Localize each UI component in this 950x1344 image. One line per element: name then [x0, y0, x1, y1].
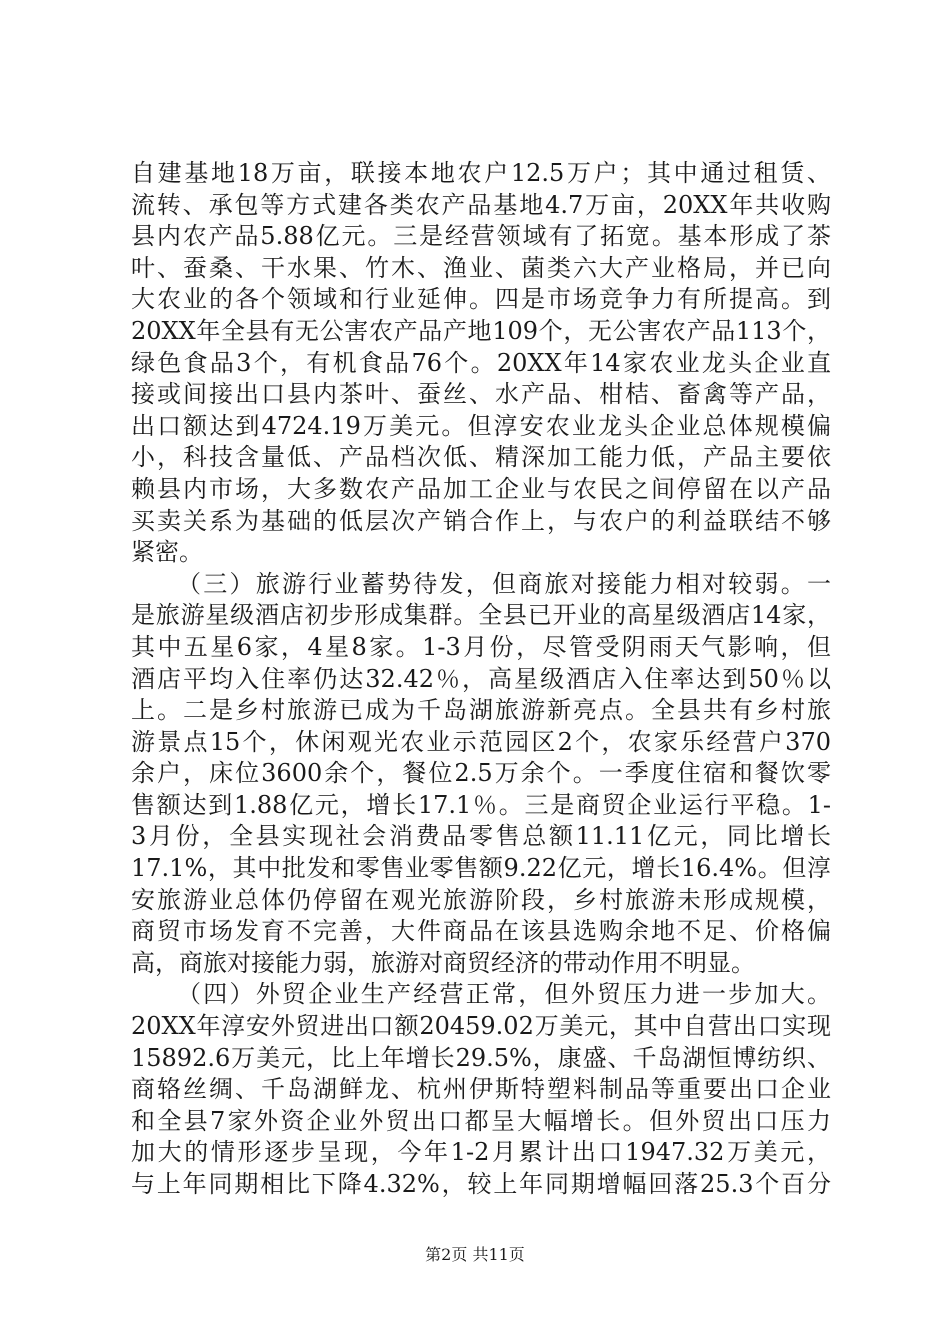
- text-line: 商贸市场发育不完善，大件商品在该县选购余地不足、价格偏: [131, 917, 831, 946]
- text-line: 流转、承包等方式建各类农产品基地4.7万亩，20XX年共收购: [131, 190, 831, 219]
- page-footer: 第2页 共11页: [425, 1245, 525, 1264]
- text-line: 20XX年淳安外贸进出口额20459.02万美元，其中自营出口实现: [131, 1012, 831, 1041]
- text-line: 商辂丝绸、千岛湖鲜龙、杭州伊斯特塑料制品等重要出口企业: [131, 1075, 831, 1104]
- text-line: 买卖关系为基础的低层次产销合作上，与农户的利益联结不够: [131, 506, 831, 535]
- text-line: 高，商旅对接能力弱，旅游对商贸经济的带动作用不明显。: [131, 948, 755, 977]
- text-line: 上。二是乡村旅游已成为千岛湖旅游新亮点。全县共有乡村旅: [131, 696, 831, 725]
- text-line: 和全县7家外资企业外贸出口都呈大幅增长。但外贸出口压力: [131, 1106, 831, 1135]
- text-line: 小，科技含量低、产品档次低、精深加工能力低，产品主要依: [131, 443, 831, 472]
- text-line: （三）旅游行业蓄势待发，但商旅对接能力相对较弱。一: [177, 569, 831, 598]
- text-line: 其中五星6家，4星8家。1-3月份，尽管受阴雨天气影响，但: [131, 632, 831, 661]
- text-line: 安旅游业总体仍停留在观光旅游阶段，乡村旅游未形成规模，: [131, 885, 831, 914]
- text-line: 自建基地18万亩，联接本地农户12.5万户；其中通过租赁、: [131, 159, 831, 187]
- text-line: 绿色食品3个，有机食品76个。20XX年14家农业龙头企业直: [131, 348, 831, 377]
- text-line: 17.1%，其中批发和零售业零售额9.22亿元，增长16.4%。但淳: [131, 854, 831, 883]
- text-line: 3月份，全县实现社会消费品零售总额11.11亿元，同比增长: [131, 822, 831, 851]
- text-line: 赖县内市场，大多数农产品加工企业与农民之间停留在以产品: [131, 474, 831, 503]
- text-line: 接或间接出口县内茶叶、蚕丝、水产品、柑桔、畜禽等产品，: [131, 380, 831, 409]
- text-line: 酒店平均入住率仍达32.42％，高星级酒店入住率达到50％以: [131, 664, 831, 693]
- text-line: 游景点15个，休闲观光农业示范园区2个，农家乐经营户370: [131, 727, 831, 756]
- text-line: 售额达到1.88亿元，增长17.1％。三是商贸企业运行平稳。1-: [131, 790, 831, 819]
- text-line: 叶、蚕桑、干水果、竹木、渔业、菌类六大产业格局，并已向: [131, 253, 831, 282]
- text-line: 15892.6万美元，比上年增长29.5%，康盛、千岛湖恒博纺织、: [131, 1043, 831, 1072]
- text-line: （四）外贸企业生产经营正常，但外贸压力进一步加大。: [177, 980, 831, 1009]
- text-line: 紧密。: [131, 538, 203, 567]
- text-line: 县内农产品5.88亿元。三是经营领域有了拓宽。基本形成了茶: [131, 222, 831, 251]
- text-line: 出口额达到4724.19万美元。但淳安农业龙头企业总体规模偏: [131, 411, 831, 440]
- text-line: 加大的情形逐步呈现，今年1-2月累计出口1947.32万美元，: [131, 1138, 831, 1167]
- text-line: 与上年同期相比下降4.32%，较上年同期增幅回落25.3个百分: [131, 1170, 831, 1198]
- text-line: 余户，床位3600余个，餐位2.5万余个。一季度住宿和餐饮零: [131, 759, 831, 788]
- document-body: [131, 158, 831, 1201]
- text-line: 20XX年全县有无公害农产品产地109个，无公害农产品113个，: [131, 316, 831, 345]
- text-line: 大农业的各个领域和行业延伸。四是市场竞争力有所提高。到: [131, 285, 831, 314]
- text-line: 是旅游星级酒店初步形成集群。全县已开业的高星级酒店14家，: [131, 601, 831, 630]
